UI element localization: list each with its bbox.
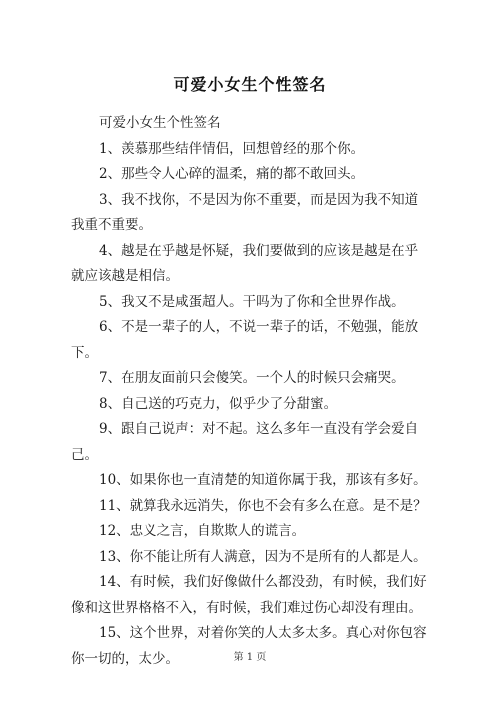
list-item: 8、自己送的巧克力，似乎少了分甜蜜。 <box>99 395 338 412</box>
list-item: 2、那些令人心碎的温柔，痛的都不敢回头。 <box>99 166 365 182</box>
list-item: 15、这个世界，对着你笑的人太多太多。真心对你包容你一切的，太少。 <box>71 625 427 667</box>
document-body <box>71 111 431 672</box>
list-item: 1、羡慕那些结伴情侣，回想曾经的那个你。 <box>99 140 365 157</box>
page-number: 第 1 页 <box>233 652 267 663</box>
list-item: 14、有时候，我们好像做什么都没劲，有时候，我们好像和这世界格格不入，有时候，我们难过伤心却没有理由。 <box>71 574 427 616</box>
list-item: 7、在朋友面前只会傻笑。一个人的时候只会痛哭。 <box>99 370 405 386</box>
list-item: 12、忠义之言，自欺欺人的谎言。 <box>99 523 306 539</box>
list-item: 5、我又不是咸蛋超人。干吗为了你和全世界作战。 <box>99 293 405 310</box>
list-item: 13、你不能让所有人满意，因为不是所有的人都是人。 <box>99 548 427 565</box>
list-item: 6、不是一辈子的人，不说一辈子的话，不勉强，能放下。 <box>71 319 419 361</box>
list-item: 4、越是在乎越是怀疑，我们要做到的应该是越是在乎就应该越是相信。 <box>71 242 419 284</box>
list-item: 3、我不找你，不是因为你不重要，而是因为我不知道我重不重要。 <box>71 191 419 233</box>
list-item: 10、如果你也一直清楚的知道你属于我，那该有多好。 <box>99 472 427 488</box>
list-item: 9、跟自己说声：对不起。这么多年一直没有学会爱自己。 <box>71 421 419 463</box>
list-item: 11、就算我永远消失，你也不会有多么在意。是不是？ <box>99 497 427 514</box>
document-title: 可爱小女生个性签名 <box>173 75 327 94</box>
document-subtitle: 可爱小女生个性签名 <box>99 115 221 131</box>
